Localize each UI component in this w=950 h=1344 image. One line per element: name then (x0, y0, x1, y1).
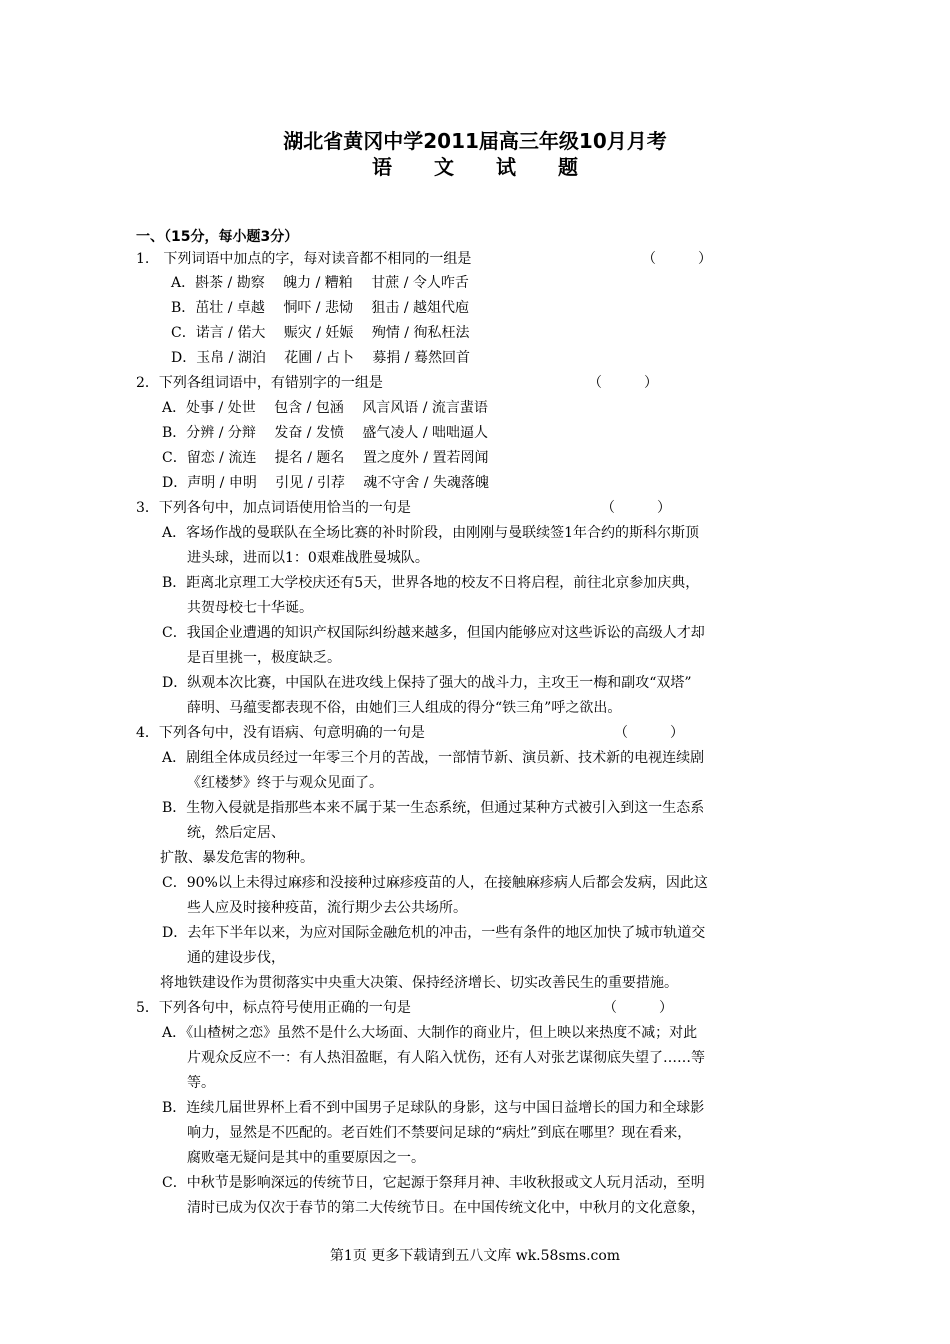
question-5-option-a: A．《山楂树之恋》虽然不是什么大场面、大制作的商业片，但上映以来热度不减；对此 (162, 1025, 698, 1041)
question-5-option-b: B．连续几届世界杯上看不到中国男子足球队的身影，这与中国日益增长的国力和全球影 (162, 1100, 705, 1116)
question-1-option-c: C．诺言 / 偌大 赈灾 / 妊娠 殉情 / 徇私枉法 (171, 325, 470, 341)
question-5-answer-paren: （ ） (603, 1000, 673, 1016)
question-3-option-a: A．客场作战的曼联队在全场比赛的补时阶段，由刚刚与曼联续签1年合约的斯科尔斯顶 (162, 525, 700, 541)
question-3-option-d-cont: 薛明、马蕴雯都表现不俗，由她们三人组成的得分“铁三角”呼之欲出。 (187, 700, 622, 716)
question-3-option-d: D．纵观本次比赛，中国队在进攻线上保持了强大的战斗力，主攻王一梅和副攻“双塔” (162, 675, 692, 691)
question-4-option-c-cont: 些人应及时接种疫苗，流行期少去公共场所。 (187, 900, 467, 916)
question-5-option-b-cont: 响力，显然是不匹配的。老百姓们不禁要问足球的“病灶”到底在哪里？现在看来， (187, 1125, 692, 1141)
question-4-option-d-cont2: 将地铁建设作为贯彻落实中央重大决策、保持经济增长、切实改善民生的重要措施。 (160, 975, 678, 991)
question-1-option-b: B．茁壮 / 卓越 恫吓 / 悲恸 狙击 / 越俎代庖 (171, 300, 470, 316)
question-4-stem: 4．下列各句中，没有语病、句意明确的一句是 (136, 725, 425, 741)
question-4-option-b-cont: 统，然后定居、 (187, 825, 285, 841)
question-4-option-d-cont: 通的建设步伐， (187, 950, 285, 966)
page-subtitle: 语文试题 (372, 155, 620, 179)
question-4-option-b: B．生物入侵就是指那些本来不属于某一生态系统，但通过某种方式被引入到这一生态系 (162, 800, 705, 816)
question-4-option-c: C．90%以上未得过麻疹和没接种过麻疹疫苗的人，在接触麻疹病人后都会发病，因此这 (162, 875, 708, 891)
question-2-option-d: D．声明 / 申明 引见 / 引荐 魂不守舍 / 失魂落魄 (162, 475, 489, 491)
question-1-answer-paren: （ ） (642, 251, 712, 267)
question-3-option-c: C．我国企业遭遇的知识产权国际纠纷越来越多，但国内能够应对这些诉讼的高级人才却 (162, 625, 705, 641)
section-heading: 一、（15分，每小题3分） (136, 229, 299, 245)
question-4-option-d: D．去年下半年以来，为应对国际金融危机的冲击，一些有条件的地区加快了城市轨道交 (162, 925, 706, 941)
question-3-option-b: B．距离北京理工大学校庆还有5天，世界各地的校友不日将启程，前往北京参加庆典， (162, 575, 700, 591)
question-3-option-a-cont: 进头球，进而以1：0艰难战胜曼城队。 (187, 550, 429, 566)
question-1-stem: 1. 下列词语中加点的字，每对读音都不相同的一组是 (136, 251, 472, 267)
question-2-answer-paren: （ ） (588, 375, 658, 391)
question-2-option-c: C．留恋 / 流连 提名 / 题名 置之度外 / 置若罔闻 (162, 450, 489, 466)
question-4-option-a: A．剧组全体成员经过一年零三个月的苦战，一部情节新、演员新、技术新的电视连续剧 (162, 750, 705, 766)
question-4-option-a-cont: 《红楼梦》终于与观众见面了。 (187, 775, 383, 791)
question-1-option-a: A．斟茶 / 勘察 魄力 / 糟粕 甘蔗 / 令人咋舌 (171, 275, 469, 291)
question-2-stem: 2．下列各组词语中，有错别字的一组是 (136, 375, 383, 391)
question-2-option-b: B．分辨 / 分辩 发奋 / 发愤 盛气凌人 / 咄咄逼人 (162, 425, 489, 441)
question-1-option-d: D．玉帛 / 湖泊 花圃 / 占卜 募捐 / 蓦然回首 (171, 350, 470, 366)
question-3-answer-paren: （ ） (601, 500, 671, 516)
page-footer: 第1页 更多下载请到五八文库 wk.58sms.com (329, 1248, 621, 1264)
question-3-stem: 3．下列各句中，加点词语使用恰当的一句是 (136, 500, 411, 516)
page-title: 湖北省黄冈中学2011届高三年级10月月考 (283, 129, 667, 153)
question-5-option-c: C．中秋节是影响深远的传统节日，它起源于祭拜月神、丰收秋报或文人玩月活动，至明 (162, 1175, 705, 1191)
question-5-option-a-cont2: 等。 (187, 1075, 215, 1091)
question-3-option-c-cont: 是百里挑一，极度缺乏。 (187, 650, 341, 666)
question-4-answer-paren: （ ） (614, 725, 684, 741)
question-5-option-b-cont2: 腐败毫无疑问是其中的重要原因之一。 (187, 1150, 425, 1166)
question-5-option-c-cont: 清时已成为仅次于春节的第二大传统节日。在中国传统文化中，中秋月的文化意象， (187, 1200, 705, 1216)
question-3-option-b-cont: 共贺母校七十华诞。 (187, 600, 313, 616)
question-2-option-a: A．处事 / 处世 包含 / 包涵 风言风语 / 流言蜚语 (162, 400, 488, 416)
question-5-option-a-cont: 片观众反应不一：有人热泪盈眶，有人陷入忧伤，还有人对张艺谋彻底失望了……等 (187, 1050, 705, 1066)
question-4-option-b-cont2: 扩散、暴发危害的物种。 (160, 850, 314, 866)
question-5-stem: 5．下列各句中，标点符号使用正确的一句是 (136, 1000, 411, 1016)
